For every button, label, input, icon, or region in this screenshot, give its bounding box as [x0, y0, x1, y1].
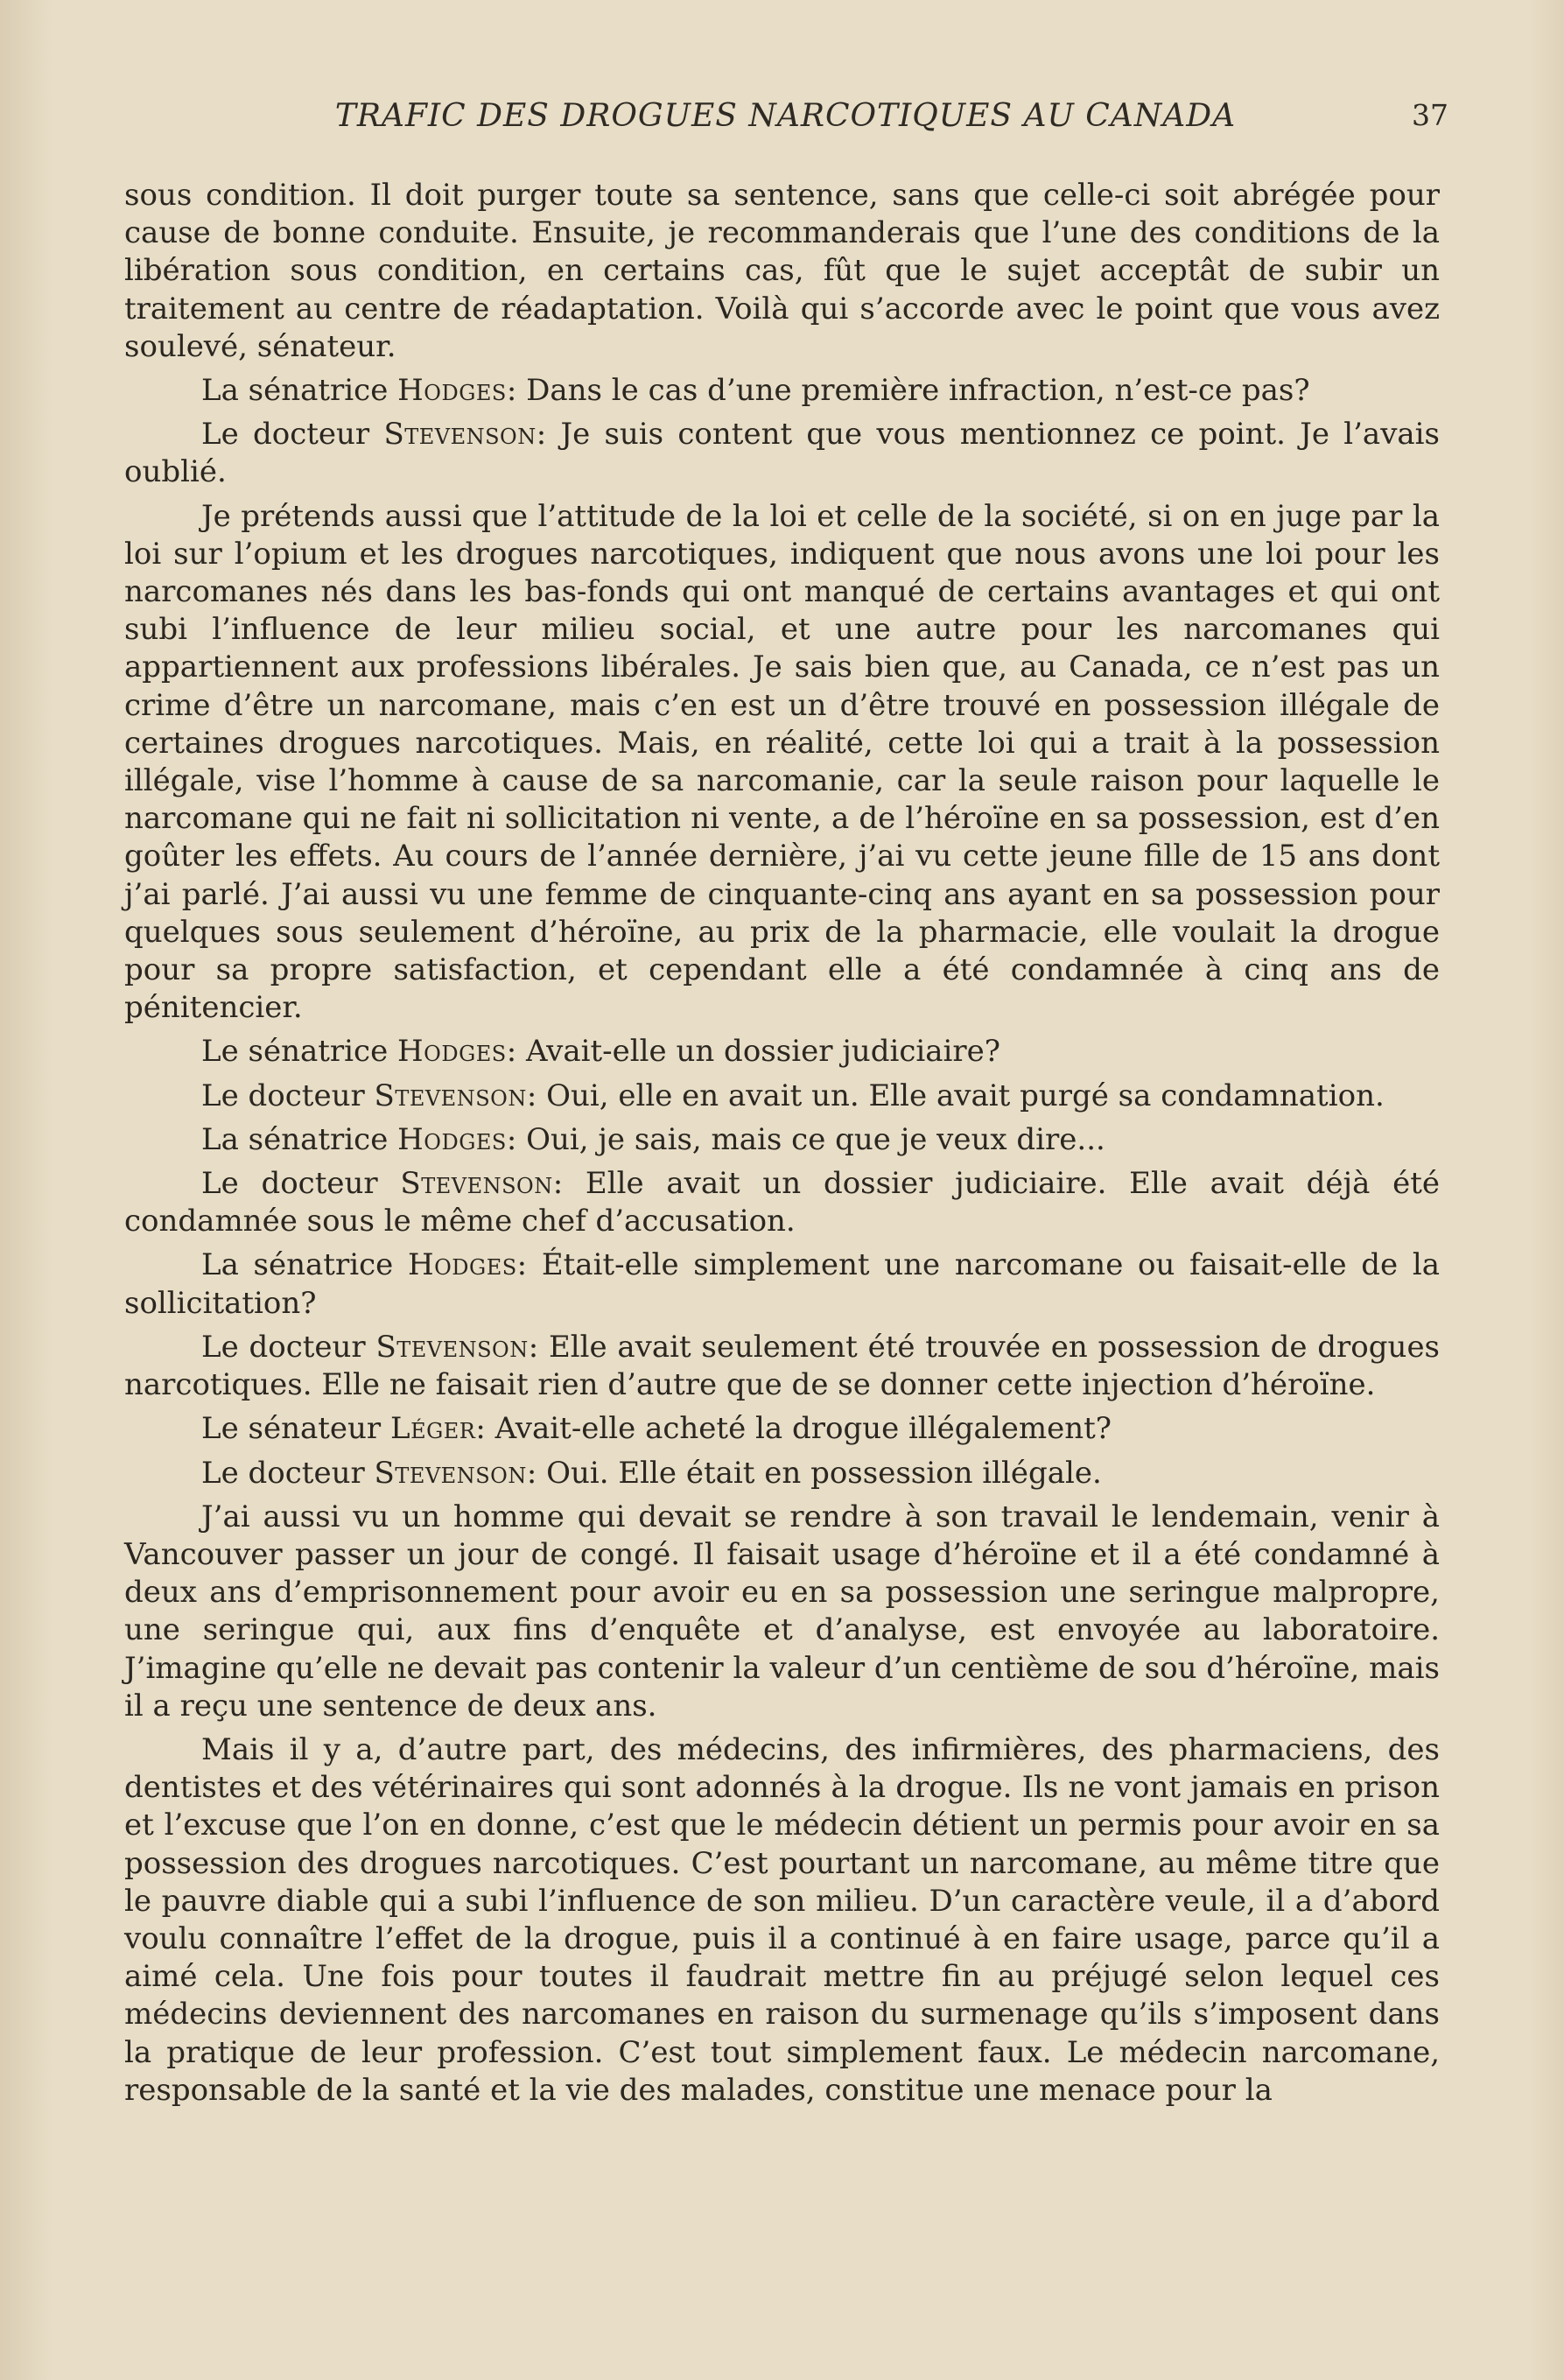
running-title: TRAFIC DES DROGUES NARCOTIQUES AU CANADA — [334, 98, 1237, 134]
dialogue-paragraph — [124, 1078, 1440, 1115]
dialogue-paragraph — [124, 1165, 1440, 1240]
speaker-name: Hodges — [397, 1034, 507, 1070]
speaker-name: Hodges — [407, 1247, 517, 1283]
speaker-prefix: Le docteur — [201, 417, 384, 453]
speaker-prefix: Le docteur — [201, 1078, 375, 1113]
paragraph-text: Je prétends aussi que l’attitude de la loi et celle de la société, si on en juge par la loi sur l’opium et les drogues narcotiques, indiquent que nous avons une loi pour les narcomanes nés dans les bas-fonds qui ont manqué de certains avantages et qui ont subi l’influence de leur milieu social, et une autre pour les narcomanes qui appartiennent aux professions libérales. Je sais bien que, au Canada, ce n’est pas un crime d’être un narcomane, mais c’en est un d’être trouvé en possession illégale de certaines drogues narcotiques. Mais, en réalité, cette loi qui a trait à la possession illégale, vise l’homme à cause de sa narcomanie, car la seule raison pour laquelle le narcomane qui ne fait ni sollicitation ni vente, a de l’héroïne en sa possession, est d’en goûter les effets. Au cours de l’année dernière, j’ai vu cette jeune fille de 15 ans dont j’ai parlé. J’ai aussi vu une femme de cinquante-cinq ans ayant en sa possession pour quelques sous seulement d’héroïne, au prix de la pharmacie, elle voulait la drogue pour sa propre satisfaction, et cependant elle a été condamnée à cinq ans de pénitencier. — [124, 498, 1440, 1026]
dialogue-paragraph — [124, 1246, 1440, 1322]
speaker-name: Stevenson — [374, 1455, 527, 1491]
speaker-prefix: Le sénatrice — [201, 1034, 398, 1070]
dialogue-paragraph — [124, 1410, 1440, 1448]
speaker-name: Léger — [390, 1411, 476, 1447]
dialogue-paragraph — [124, 1033, 1440, 1071]
speaker-name: Stevenson — [383, 417, 537, 453]
dialogue-paragraph — [124, 372, 1440, 410]
paragraph — [124, 1731, 1440, 2110]
dialogue-paragraph — [124, 416, 1440, 491]
paragraph-text: : Oui. Elle était en possession illégale. — [526, 1455, 1102, 1491]
paragraph-text: Mais il y a, d’autre part, des médecins, des infirmières, des pharmaciens, des dentistes et des vétérinaires qui sont adonnés à la drogue. Ils ne vont jamais en prison et l’excuse que l’on en donne, c’est que le médecin détient un permis pour avoir en sa possession des drogues narcotiques. C’est pourtant un narcomane, au même titre que le pauvre diable qui a subi l’influence de son milieu. D’un caractère veule, il a d’abord voulu connaître l’effet de la drogue, puis il a continué à en faire usage, parce qu’il a aimé cela. Une fois pour toutes il faudrait mettre fin au préjugé selon lequel ces médecins deviennent des narcomanes en raison du surmenage qu’ils s’imposent dans la pratique de leur profession. C’est tout simplement faux. Le médecin narcomane, responsable de la santé et la vie des malades, constitue une menace pour la — [124, 1731, 1440, 2108]
speaker-name: Stevenson — [374, 1078, 527, 1113]
page-number: 37 — [1412, 98, 1448, 132]
paragraph — [124, 177, 1440, 366]
speaker-name: Hodges — [397, 373, 507, 409]
paragraph-text: sous condition. Il doit purger toute sa sentence, sans que celle-ci soit abrégée pour cause de bonne conduite. Ensuite, je recommanderais que l’une des conditions de la libération sous condition, en certains cas, fût que le sujet acceptât de subir un traitement au centre de réadaptation. Voilà qui s’accorde avec le point que vous avez soulevé, sénateur. — [124, 178, 1440, 364]
speaker-prefix: La sénatrice — [201, 1247, 408, 1283]
paragraph-text: : Dans le cas d’une première infraction, n’est-ce pas? — [506, 373, 1310, 409]
dialogue-paragraph — [124, 1455, 1440, 1492]
paragraph-text: : Oui, je sais, mais ce que je veux dire... — [506, 1121, 1105, 1157]
paragraph-text: : Je suis content que vous mentionnez ce point. Je l’avais oublié. — [124, 417, 1441, 490]
speaker-prefix: Le sénateur — [201, 1411, 390, 1447]
speaker-prefix: La sénatrice — [201, 1121, 398, 1157]
paragraph-text: : Avait-elle acheté la drogue illégalement? — [475, 1411, 1112, 1447]
speaker-name: Hodges — [397, 1121, 507, 1157]
dialogue-paragraph — [124, 1121, 1440, 1159]
paragraph-text: J’ai aussi vu un homme qui devait se rendre à son travail le lendemain, venir à Vancouver passer un jour de congé. Il faisait usage d’héroïne et il a été condamné à deux ans d’emprisonnement pour avoir eu en sa possession une seringue malpropre, une seringue qui, aux fins d’enquête et d’analyse, est envoyée au laboratoire. J’imagine qu’elle ne devait pas contenir la valeur d’un centième de sou d’héroïne, mais il a reçu une sentence de deux ans. — [124, 1499, 1440, 1724]
speaker-prefix: La sénatrice — [201, 373, 398, 409]
paragraph-text: : Avait-elle un dossier judiciaire? — [506, 1034, 1000, 1070]
speaker-name: Stevenson — [400, 1166, 553, 1202]
paragraph-text: : Elle avait seulement été trouvée en possession de drogues narcotiques. Elle ne faisait rien d’autre que de se donner cette injection d’héroïne. — [124, 1329, 1441, 1403]
paragraph — [124, 498, 1440, 1028]
paragraph-text: : Oui, elle en avait un. Elle avait purgé sa condamnation. — [526, 1078, 1385, 1113]
paragraph — [124, 1499, 1440, 1725]
paragraph-text: : Elle avait un dossier judiciaire. Elle avait déjà été condamnée sous le même chef d’accusation. — [124, 1166, 1440, 1239]
paragraph-text: : Était-elle simplement une narcomane ou faisait-elle de la sollicitation? — [124, 1247, 1440, 1321]
page-header — [123, 98, 1448, 151]
speaker-prefix: Le docteur — [201, 1166, 401, 1202]
body-text — [124, 177, 1440, 2116]
speaker-name: Stevenson — [375, 1329, 529, 1365]
dialogue-paragraph — [124, 1329, 1440, 1404]
speaker-prefix: Le docteur — [201, 1329, 376, 1365]
speaker-prefix: Le docteur — [201, 1455, 375, 1491]
